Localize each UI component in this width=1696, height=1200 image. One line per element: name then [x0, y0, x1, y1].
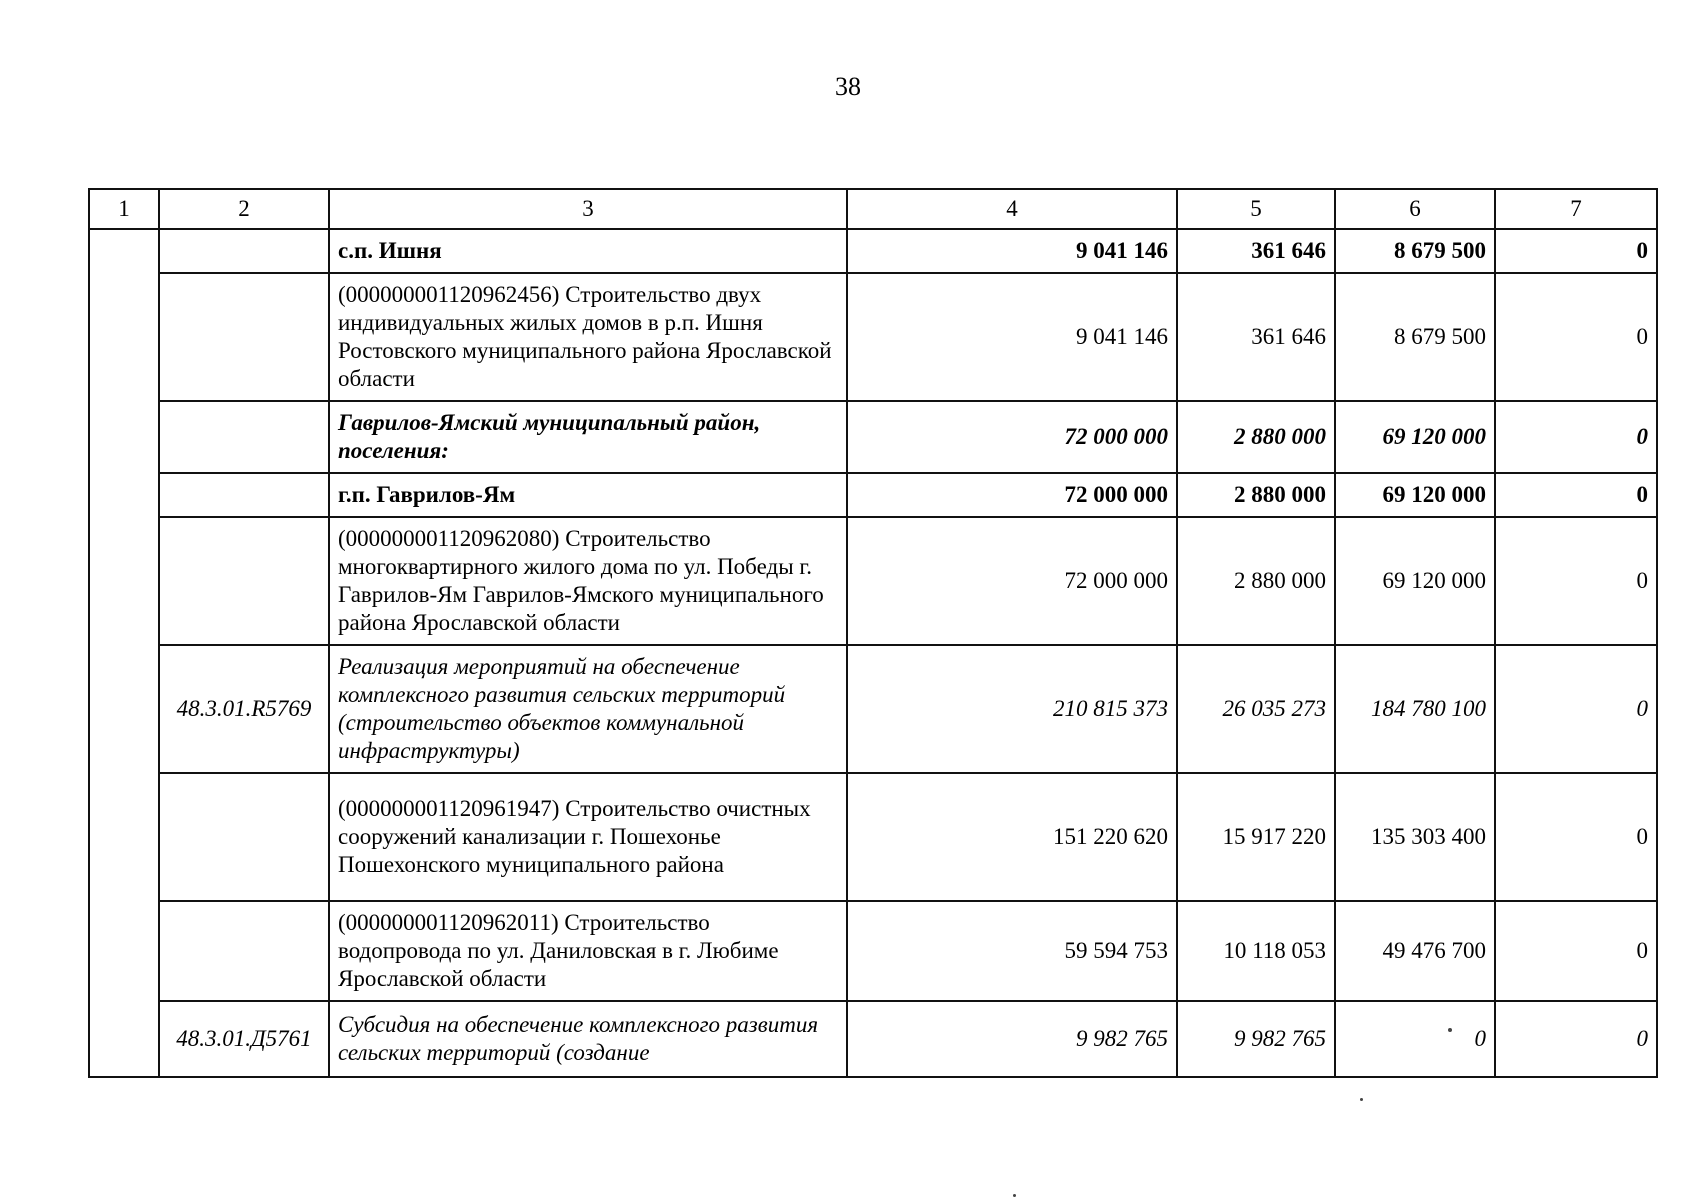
code-cell: 48.3.01.Д5761 [159, 1001, 329, 1077]
name-cell: (000000001120961947) Строительство очистных сооружений канализации г. Пошехонье Пошехонского муниципального района [329, 773, 847, 901]
code-cell [159, 273, 329, 401]
table-row [89, 1001, 1657, 1077]
name-cell: г.п. Гаврилов-Ям [329, 473, 847, 517]
table-row [89, 273, 1657, 401]
header-cell: 4 [847, 189, 1177, 229]
code-cell [159, 901, 329, 1001]
amount-col5-cell: 10 118 053 [1177, 901, 1335, 1001]
name-cell: Реализация мероприятий на обеспечение комплексного развития сельских территорий (строительство объектов коммунальной инфраструктуры) [329, 645, 847, 773]
table-row [89, 773, 1657, 901]
amount-col7-cell: 0 [1495, 517, 1657, 645]
amount-col5-cell: 26 035 273 [1177, 645, 1335, 773]
name-cell: с.п. Ишня [329, 229, 847, 273]
amount-col5-cell: 2 880 000 [1177, 401, 1335, 473]
code-cell: 48.3.01.R5769 [159, 645, 329, 773]
name-cell: (000000001120962011) Строительство водопровода по ул. Даниловская в г. Любиме Ярославской области [329, 901, 847, 1001]
code-cell [159, 773, 329, 901]
amount-col7-cell: 0 [1495, 773, 1657, 901]
amount-col7-cell: 0 [1495, 401, 1657, 473]
table-row [89, 229, 1657, 273]
name-cell: Субсидия на обеспечение комплексного развития сельских территорий (создание [329, 1001, 847, 1077]
amount-col6-cell: 69 120 000 [1335, 517, 1495, 645]
column-1-merged-cell [89, 229, 159, 1077]
table-row [89, 645, 1657, 773]
amount-col7-cell: 0 [1495, 645, 1657, 773]
amount-col5-cell: 2 880 000 [1177, 473, 1335, 517]
header-cell: 7 [1495, 189, 1657, 229]
amount-col7-cell: 0 [1495, 229, 1657, 273]
name-cell: (000000001120962080) Строительство многоквартирного жилого дома по ул. Победы г. Гаврилов-Ям Гаврилов-Ямского муниципального района Ярославской области [329, 517, 847, 645]
amount-total-cell: 72 000 000 [847, 401, 1177, 473]
scan-speck [1013, 1194, 1016, 1197]
amount-col5-cell: 361 646 [1177, 229, 1335, 273]
amount-total-cell: 9 982 765 [847, 1001, 1177, 1077]
amount-col7-cell: 0 [1495, 473, 1657, 517]
amount-col6-cell: 184 780 100 [1335, 645, 1495, 773]
amount-col6-cell: 69 120 000 [1335, 401, 1495, 473]
table-row [89, 901, 1657, 1001]
amount-col6-cell: 0 [1335, 1001, 1495, 1077]
header-cell: 1 [89, 189, 159, 229]
header-cell: 3 [329, 189, 847, 229]
header-cell: 2 [159, 189, 329, 229]
code-cell [159, 401, 329, 473]
amount-col5-cell: 15 917 220 [1177, 773, 1335, 901]
table-row [89, 517, 1657, 645]
amount-col6-cell: 8 679 500 [1335, 229, 1495, 273]
amount-col7-cell: 0 [1495, 273, 1657, 401]
amount-col6-cell: 135 303 400 [1335, 773, 1495, 901]
amount-total-cell: 9 041 146 [847, 273, 1177, 401]
table-row [89, 473, 1657, 517]
amount-total-cell: 72 000 000 [847, 517, 1177, 645]
name-cell: Гаврилов-Ямский муниципальный район, поселения: [329, 401, 847, 473]
amount-col7-cell: 0 [1495, 901, 1657, 1001]
header-cell: 5 [1177, 189, 1335, 229]
header-row [89, 189, 1657, 229]
amount-col5-cell: 361 646 [1177, 273, 1335, 401]
code-cell [159, 517, 329, 645]
amount-total-cell: 210 815 373 [847, 645, 1177, 773]
amount-col6-cell: 49 476 700 [1335, 901, 1495, 1001]
scan-speck [1448, 1028, 1452, 1032]
page-number: 38 [835, 72, 861, 101]
code-cell [159, 473, 329, 517]
table-row [89, 401, 1657, 473]
header-cell: 6 [1335, 189, 1495, 229]
amount-total-cell: 72 000 000 [847, 473, 1177, 517]
amount-total-cell: 151 220 620 [847, 773, 1177, 901]
amount-col5-cell: 9 982 765 [1177, 1001, 1335, 1077]
amount-total-cell: 59 594 753 [847, 901, 1177, 1001]
amount-total-cell: 9 041 146 [847, 229, 1177, 273]
scan-speck [1360, 1098, 1363, 1101]
name-cell: (000000001120962456) Строительство двух индивидуальных жилых домов в р.п. Ишня Ростовского муниципального района Ярославской области [329, 273, 847, 401]
budget-table [88, 188, 1658, 1078]
amount-col7-cell: 0 [1495, 1001, 1657, 1077]
amount-col6-cell: 8 679 500 [1335, 273, 1495, 401]
amount-col5-cell: 2 880 000 [1177, 517, 1335, 645]
amount-col6-cell: 69 120 000 [1335, 473, 1495, 517]
code-cell [159, 229, 329, 273]
